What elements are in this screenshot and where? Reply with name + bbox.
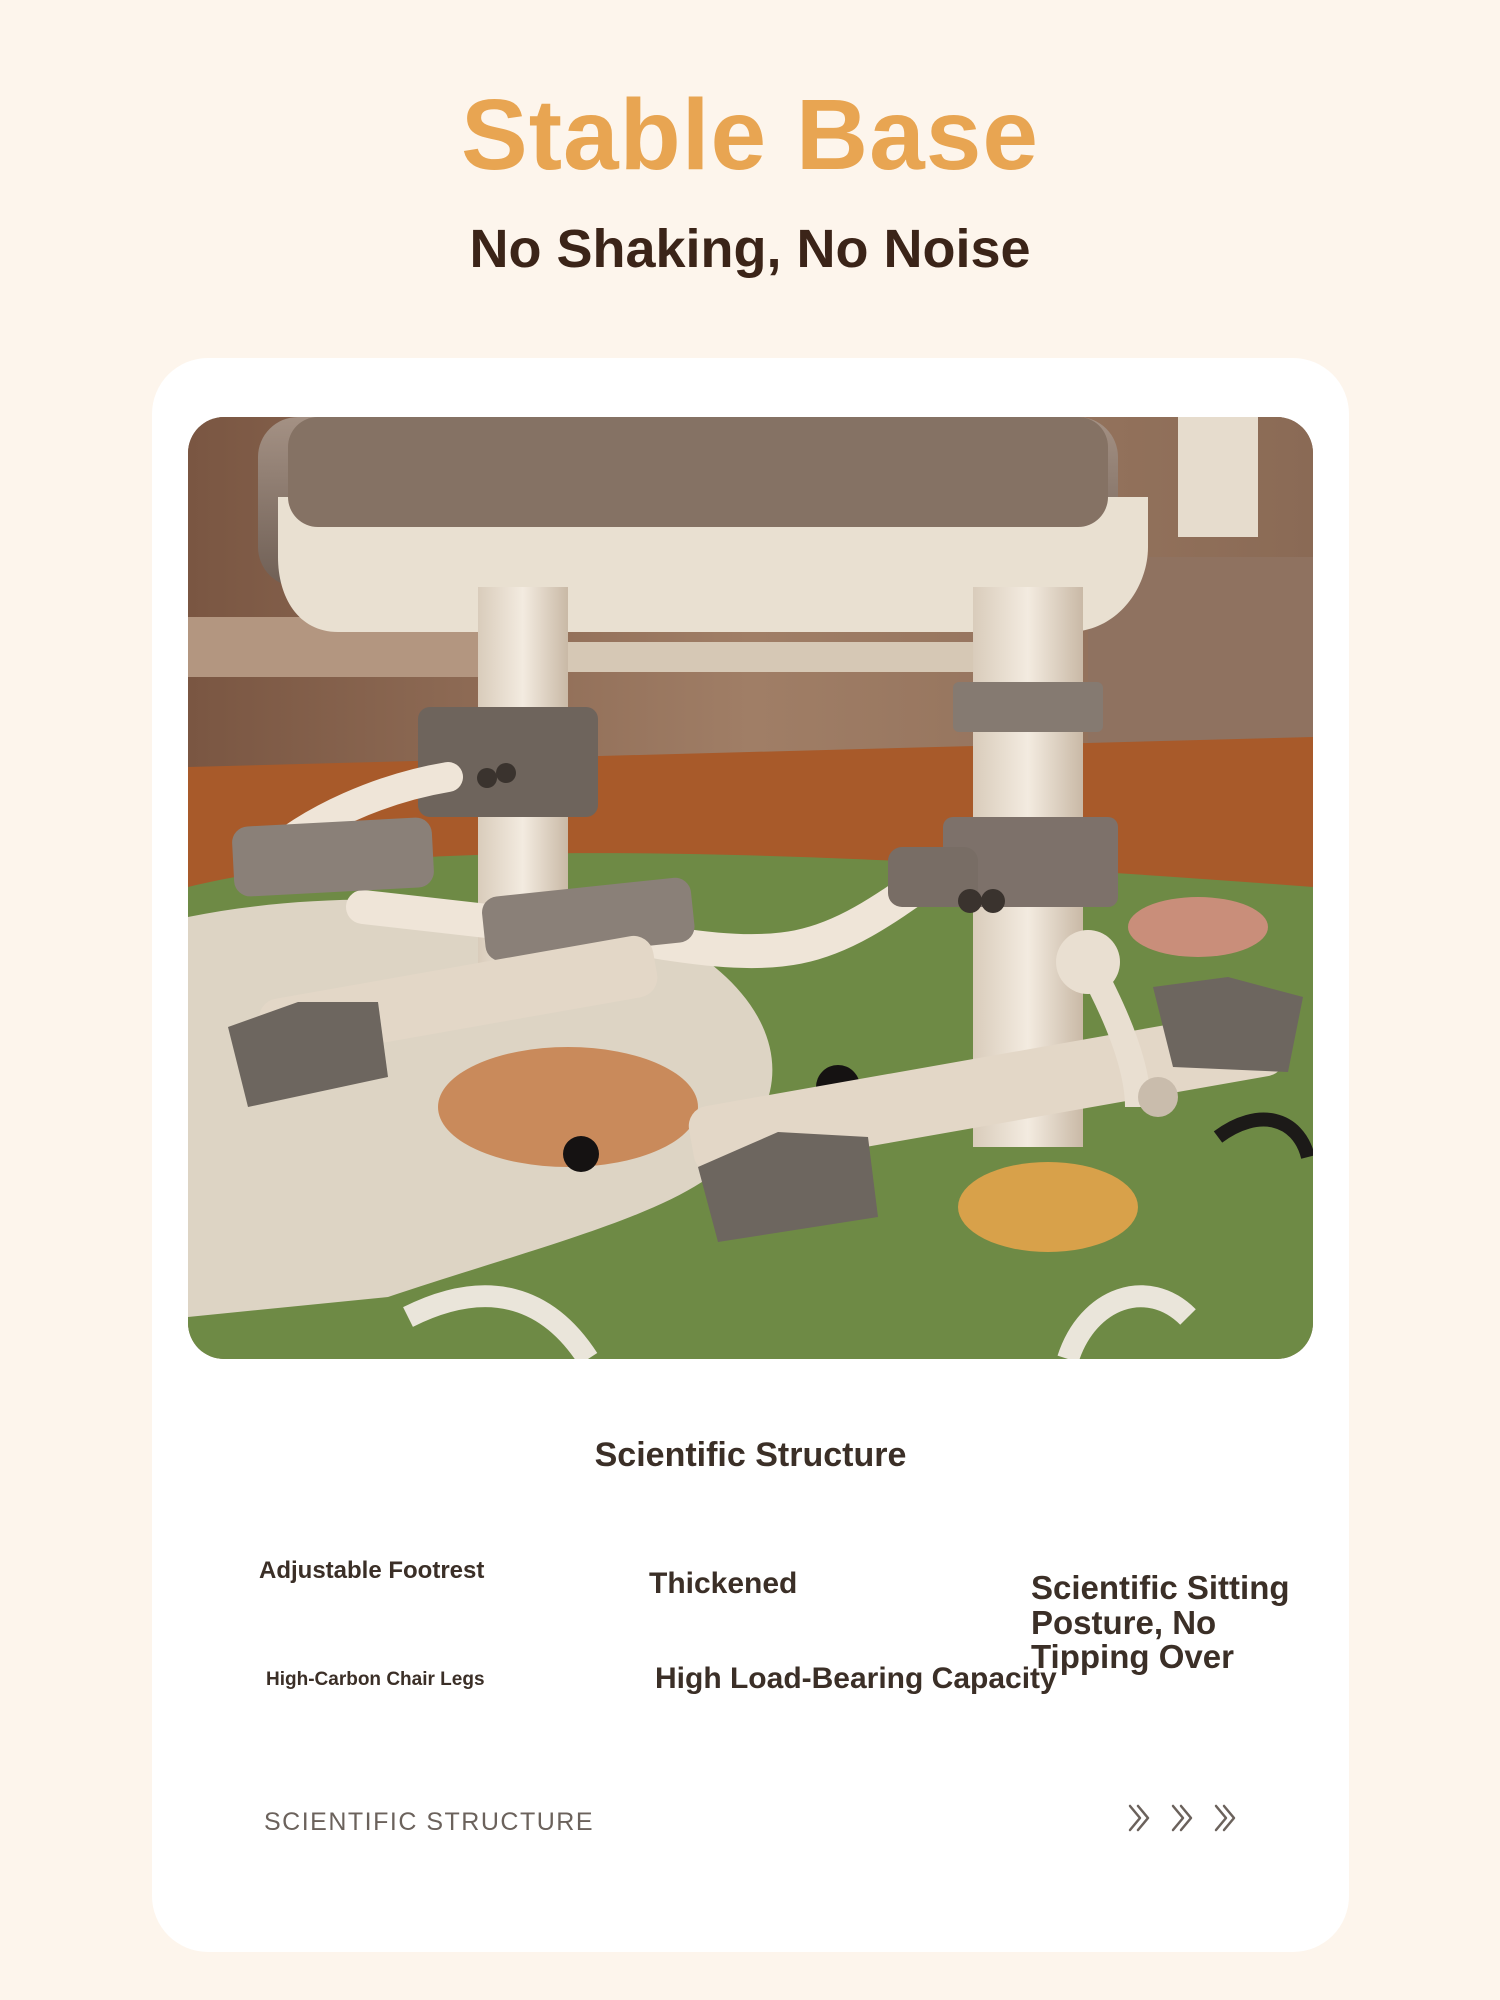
feature-card xyxy=(152,358,1349,1952)
feature-high-carbon-chair-legs: High-Carbon Chair Legs xyxy=(266,1669,485,1690)
chair-base-photo xyxy=(188,417,1313,1359)
feature-scientific-sitting-posture: Scientific Sitting Posture, No Tipping Over xyxy=(1031,1569,1290,1676)
page-title: Stable Base xyxy=(461,79,1039,191)
section-heading: Scientific Structure xyxy=(594,1436,907,1474)
feature-high-load-bearing: High Load-Bearing Capacity xyxy=(655,1662,1057,1695)
feature-adjustable-footrest: Adjustable Footrest xyxy=(259,1557,485,1584)
feature-thickened: Thickened xyxy=(649,1567,798,1600)
footer-label: SCIENTIFIC STRUCTURE xyxy=(264,1808,594,1836)
double-chevron-right-icon xyxy=(1128,1796,1248,1840)
page-subtitle: No Shaking, No Noise xyxy=(469,219,1031,279)
